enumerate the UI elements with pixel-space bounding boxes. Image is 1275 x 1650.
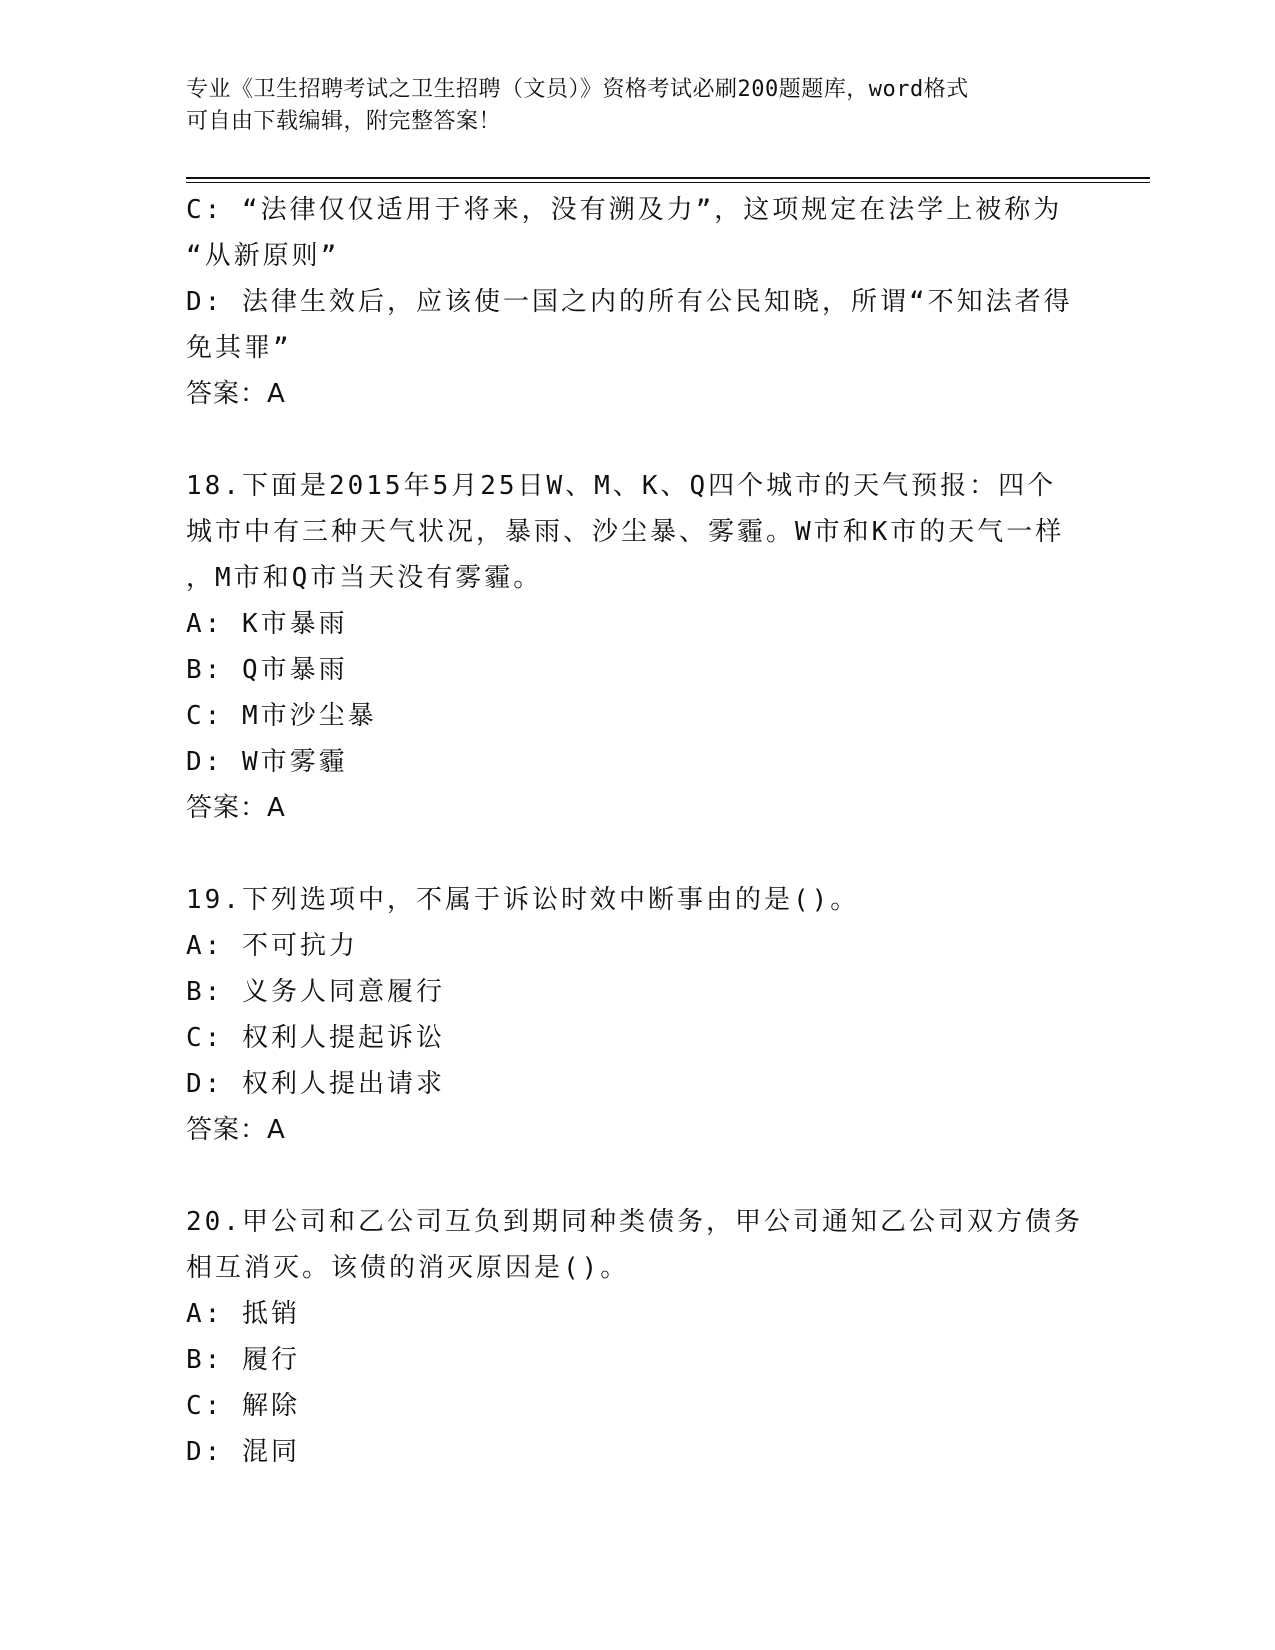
spacer xyxy=(186,417,1086,463)
spacer xyxy=(186,1153,1086,1199)
document-body xyxy=(186,187,1086,1475)
question-stem-line-2: 相互消灭。该债的消灭原因是()。 xyxy=(186,1253,630,1283)
option-d: D: 权利人提出请求 xyxy=(186,1069,445,1099)
question-stem-line-1: 18.下面是2015年5月25日W、M、K、Q四个城市的天气预报：四个 xyxy=(186,471,1057,501)
answer-17: 答案：A xyxy=(186,379,286,409)
question-stem-line-3: ，M市和Q市当天没有雾霾。 xyxy=(186,563,543,593)
option-c: C: M市沙尘暴 xyxy=(186,701,377,731)
option-b: B: 履行 xyxy=(186,1345,300,1375)
question-stem-line-2: 城市中有三种天气状况，暴雨、沙尘暴、雾霾。W市和K市的天气一样 xyxy=(186,517,1065,547)
header-rule-thick xyxy=(186,177,1150,179)
option-a: A: 不可抗力 xyxy=(186,931,358,961)
header-line-1: 专业《卫生招聘考试之卫生招聘（文员）》资格考试必刷200题题库，word格式 xyxy=(186,77,969,102)
document-header xyxy=(186,74,1086,138)
option-d: D: W市雾霾 xyxy=(186,747,348,777)
option-c: C: 解除 xyxy=(186,1391,300,1421)
option-b: B: 义务人同意履行 xyxy=(186,977,445,1007)
header-rule-thin xyxy=(186,182,1150,183)
question-18 xyxy=(186,463,1086,831)
question-20 xyxy=(186,1199,1086,1475)
question-stem-line-1: 19.下列选项中，不属于诉讼时效中断事由的是()。 xyxy=(186,885,860,915)
option-c: C: 权利人提起诉讼 xyxy=(186,1023,445,1053)
option-c-line-1: C: “法律仅仅适用于将来，没有溯及力”，这项规定在法学上被称为 xyxy=(186,195,1063,225)
option-a: A: K市暴雨 xyxy=(186,609,348,639)
option-b: B: Q市暴雨 xyxy=(186,655,348,685)
question-19 xyxy=(186,877,1086,1153)
answer-19: 答案：A xyxy=(186,1115,286,1145)
answer-18: 答案：A xyxy=(186,793,286,823)
option-c-line-2: “从新原则” xyxy=(186,241,340,271)
question-stem-line-1: 20.甲公司和乙公司互负到期同种类债务，甲公司通知乙公司双方债务 xyxy=(186,1207,1083,1237)
option-a: A: 抵销 xyxy=(186,1299,300,1329)
option-d-line-2: 免其罪” xyxy=(186,333,292,363)
option-d-line-1: D: 法律生效后，应该使一国之内的所有公民知晓，所谓“不知法者得 xyxy=(186,287,1073,317)
question-17-tail xyxy=(186,187,1086,417)
header-line-2: 可自由下载编辑，附完整答案！ xyxy=(186,109,502,134)
option-d: D: 混同 xyxy=(186,1437,300,1467)
spacer xyxy=(186,831,1086,877)
